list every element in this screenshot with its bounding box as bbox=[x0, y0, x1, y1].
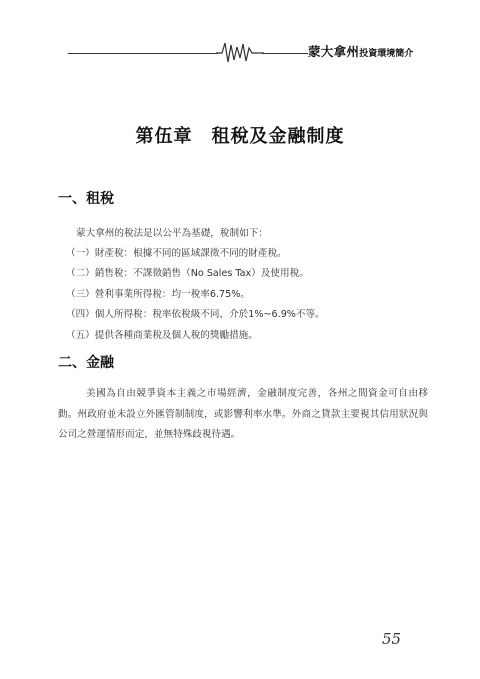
header-title bbox=[308, 43, 413, 61]
chapter-title: 第伍章 租稅及金融制度 bbox=[135, 126, 345, 147]
heartbeat-wave-icon bbox=[216, 40, 264, 64]
running-header bbox=[0, 0, 480, 70]
tax-intro-text: 蒙大拿州的稅法是以公平為基礎，稅制如下： bbox=[76, 228, 268, 239]
section-heading-tax: 一、租稅 bbox=[58, 191, 114, 207]
page-number: 55 bbox=[382, 630, 402, 648]
header-rule-right bbox=[262, 53, 308, 54]
tax-item-corporate: （三）營利事業所得稅：均一稅率6.75%。 bbox=[66, 289, 250, 300]
section-heading-finance: 二、金融 bbox=[58, 355, 114, 371]
tax-item-incentives: （五）提供各種商業稅及個人稅的獎勵措施。 bbox=[66, 330, 258, 341]
finance-body-text: 美國為自由競爭資本主義之市場經濟，金融制度完善，各州之間資金可自由移動。州政府並未設立外匯管制制度，或影響利率水準。外商之貸款主要視其信用狀況與公司之營運情形而定，並無特殊歧視待遇。 bbox=[58, 388, 428, 440]
header-title-sub: 投資環境簡介 bbox=[359, 49, 414, 59]
header-title-main: 蒙大拿州 bbox=[308, 44, 360, 59]
header-rule-left bbox=[68, 53, 218, 54]
tax-item-property: （一）財產稅：根據不同的區域課徵不同的財產稅。 bbox=[66, 248, 287, 259]
tax-item-sales: （二）銷售稅：不課徵銷售（No Sales Tax）及使用稅。 bbox=[66, 268, 309, 279]
tax-item-personal: （四）個人所得稅：稅率依稅級不同，介於1%~6.9%不等。 bbox=[66, 309, 325, 320]
